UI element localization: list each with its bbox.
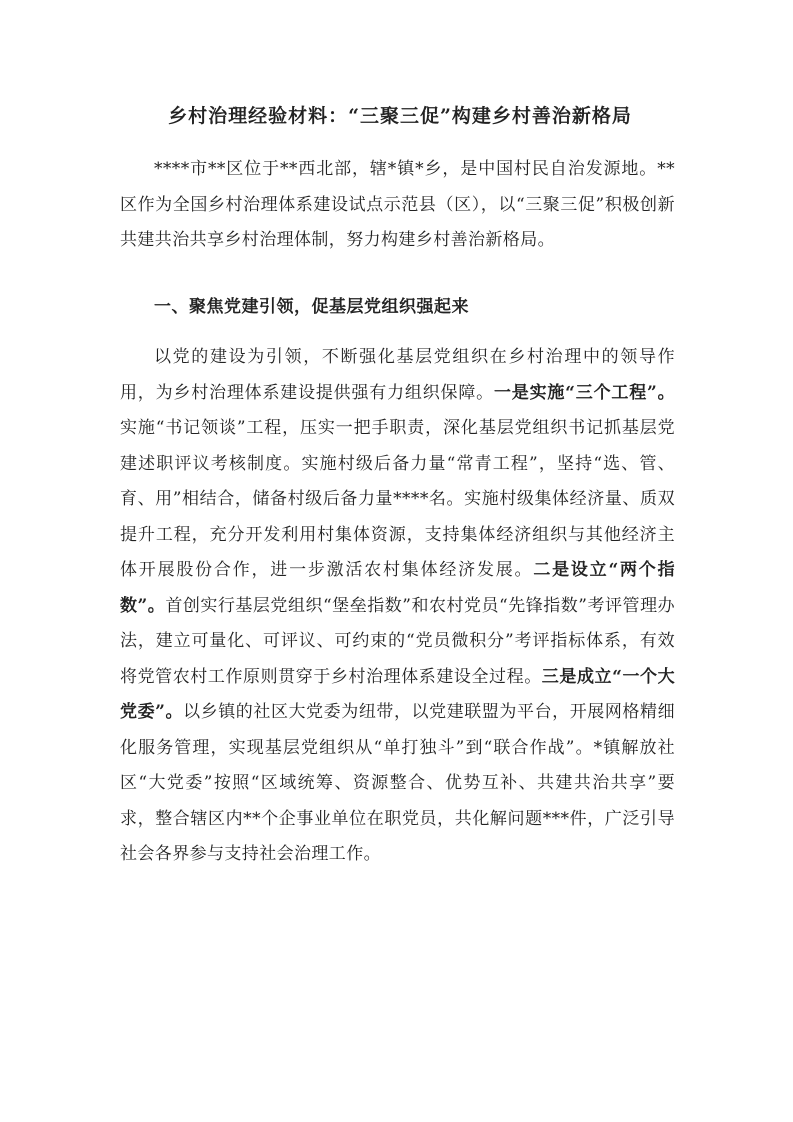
section1-text-2: 实施“书记领谈”工程，压实一把手职责，深化基层党组织书记抓基层党建述职评议考核制度。实施村级后备力量“常青工程”，坚持“选、管、育、用”相结合，储备村级后备力量****名。实施村级集体经济量、质双提升工程，充分开发利用村集体资源，支持集体经济组织与其他经济主体开展股份合作，进一步激活农村集体经济发展。 xyxy=(120,418,675,580)
section1-bold-2: 二是设立“两个指数”。 xyxy=(120,560,675,616)
section1-paragraph xyxy=(120,340,675,873)
section1-text-3: 首创实行基层党组织“堡垒指数”和农村党员“先锋指数”考评管理办法，建立可量化、可评议、可约束的“党员微积分”考评指标体系，有效将党管农村工作原则贯穿于乡村治理体系建设全过程。 xyxy=(120,595,675,687)
document-title: 乡村治理经验材料：“三聚三促”构建乡村善治新格局 xyxy=(168,105,632,127)
section1-text-4: 以乡镇的社区大党委为纽带，以党建联盟为平台，开展网格精细化服务管理，实现基层党组织从“单打独斗”到“联合作战”。*镇解放社区“大党委”按照“区域统筹、资源整合、优势互补、共建共治共享”要求，整合辖区内**个企事业单位在职党员，共化解问题***件，广泛引导社会各界参与支持社会治理工作。 xyxy=(120,702,675,864)
section1-bold-1: 一是实施“三个工程”。 xyxy=(493,382,675,403)
section-heading-1: 一、聚焦党建引领，促基层党组织强起来 xyxy=(154,297,469,317)
section1-bold-3: 三是成立“一个大党委”。 xyxy=(120,666,675,722)
intro-paragraph: ****市**区位于**西北部，辖*镇*乡，是中国村民自治发源地。**区作为全国乡村治理体系建设试点示范县（区），以“三聚三促”积极创新共建共治共享乡村治理体制，努力构建乡村善治新格局。 xyxy=(120,159,675,250)
section1-text-1: 以党的建设为引领，不断强化基层党组织在乡村治理中的领导作用，为乡村治理体系建设提供强有力组织保障。 xyxy=(120,347,675,403)
